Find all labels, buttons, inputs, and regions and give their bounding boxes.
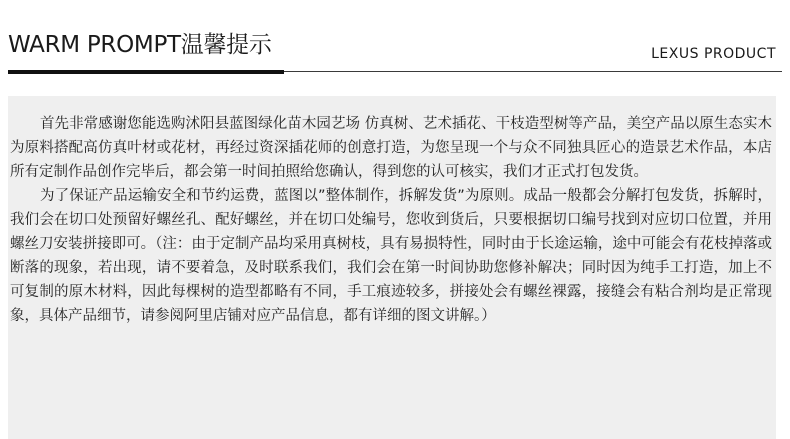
brand-label: LEXUS PRODUCT (651, 46, 776, 62)
title-underline (8, 70, 284, 74)
notice-content (8, 112, 776, 328)
page-title: WARM PROMPT温馨提示 (8, 32, 272, 58)
notice-paragraph-1: 首先非常感谢您能选购沭阳县蓝图绿化苗木园艺场 仿真树、艺术插花、干枝造型树等产品，美空产品以原生态实木为原料搭配高仿真叶材或花材，再经过资深插花师的创意打造，为您呈现一个与众不同独具匠心的造景艺术作品，本店所有定制作品创作完毕后，都会第一时间拍照给您确认，得到您的认可核实，我们才正式打包发货。 (10, 116, 772, 180)
header (0, 0, 790, 90)
notice-paragraph-2: 为了保证产品运输安全和节约运费，蓝图以”整体制作，拆解发货”为原则。成品一般都会分解打包发货，拆解时，我们会在切口处预留好螺丝孔、配好螺丝，并在切口处编号，您收到货后，只要根据切口编号找到对应切口位置，并用螺丝刀安装拼接即可。（注：由于定制产品均采用真树枝，具有易损特性，同时由于长途运输，途中可能会有花枝掉落或断落的现象，若出现，请不要着急，及时联系我们，我们会在第一时间协助您修补解决；同时因为纯手工打造，加上不可复制的原木材料，因此每棵树的造型都略有不同，手工痕迹较多，拼接处会有螺丝裸露，接缝会有粘合剂均是正常现象，具体产品细节，请参阅阿里店铺对应产品信息，都有详细的图文讲解。） (10, 188, 772, 324)
notice-panel (8, 96, 776, 439)
